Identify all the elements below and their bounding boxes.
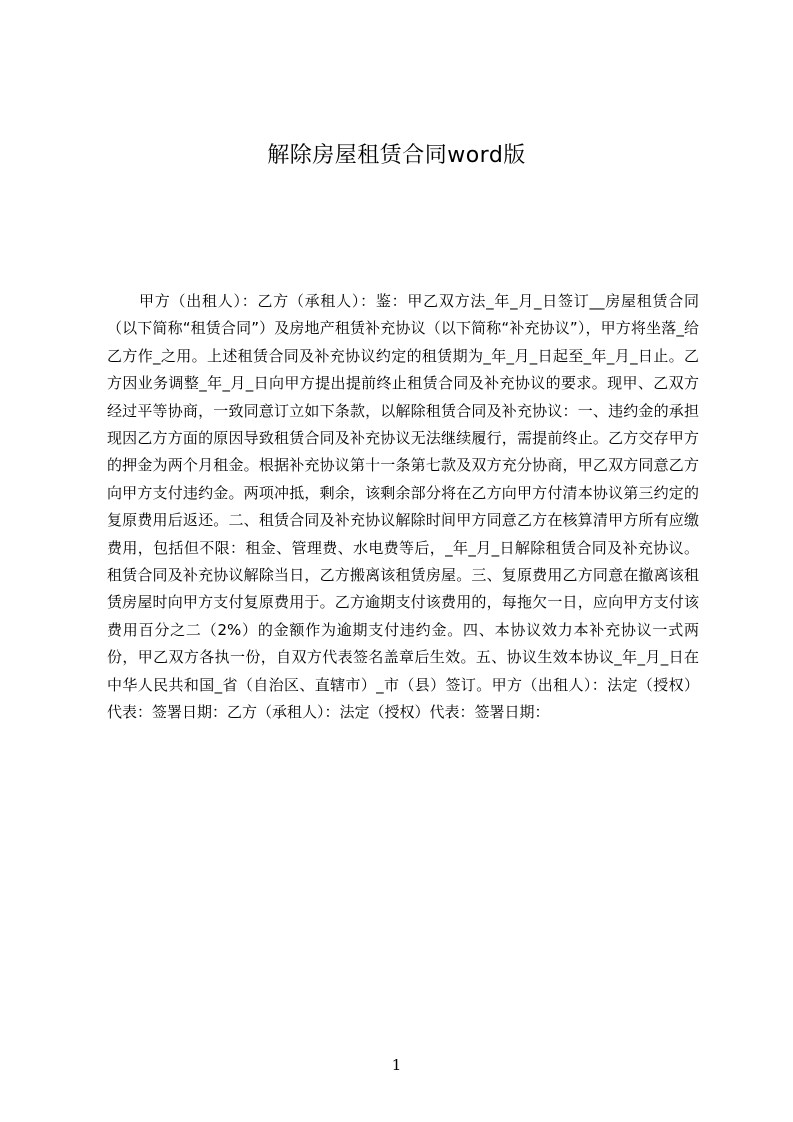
document-title: 解除房屋租赁合同word版 — [267, 143, 526, 168]
document-body: 甲方（出租人）：乙方（承租人）：鉴：甲乙双方法_年_月_日签订__房屋租赁合同（以下简称“租赁合同”）及房地产租赁补充协议（以下简称“补充协议”），甲方将坐落_给乙方作_之用。上述租赁合同及补充协议约定的租赁期为_年_月_日起至_年_月_日止。乙方因业务调整_年_月_日向甲方提出提前终止租赁合同及补充协议的要求。现甲、乙双方经过平等协商，一致同意订立如下条款，以解除租赁合同及补充协议：一、违约金的承担现因乙方方面的原因导致租赁合同及补充协议无法继续履行，需提前终止。乙方交存甲方的押金为两个月租金。根据补充协议第十一条第七款及双方充分协商，甲乙双方同意乙方向甲方支付违约金。两项冲抵，剩余，该剩余部分将在乙方向甲方付清本协议第三约定的复原费用后返还。二、租赁合同及补充协议解除时间甲方同意乙方在核算清甲方所有应缴费用，包括但不限：租金、管理费、水电费等后，_年_月_日解除租赁合同及补充协议。租赁合同及补充协议解除当日，乙方搬离该租赁房屋。三、复原费用乙方同意在撤离该租赁房屋时向甲方支付复原费用于。乙方逾期支付该费用的，每拖欠一日，应向甲方支付该费用百分之二（2%）的金额作为逾期支付违约金。四、本协议效力本补充协议一式两份，甲乙双方各执一份，自双方代表签名盖章后生效。五、协议生效本协议_年_月_日在中华人民共和国_省（自治区、直辖市）_市（县）签订。甲方（出租人）：法定（授权）代表：签署日期：乙方（承租人）：法定（授权）代表：签署日期： — [107, 292, 699, 722]
page-number: 1 — [391, 1056, 402, 1074]
